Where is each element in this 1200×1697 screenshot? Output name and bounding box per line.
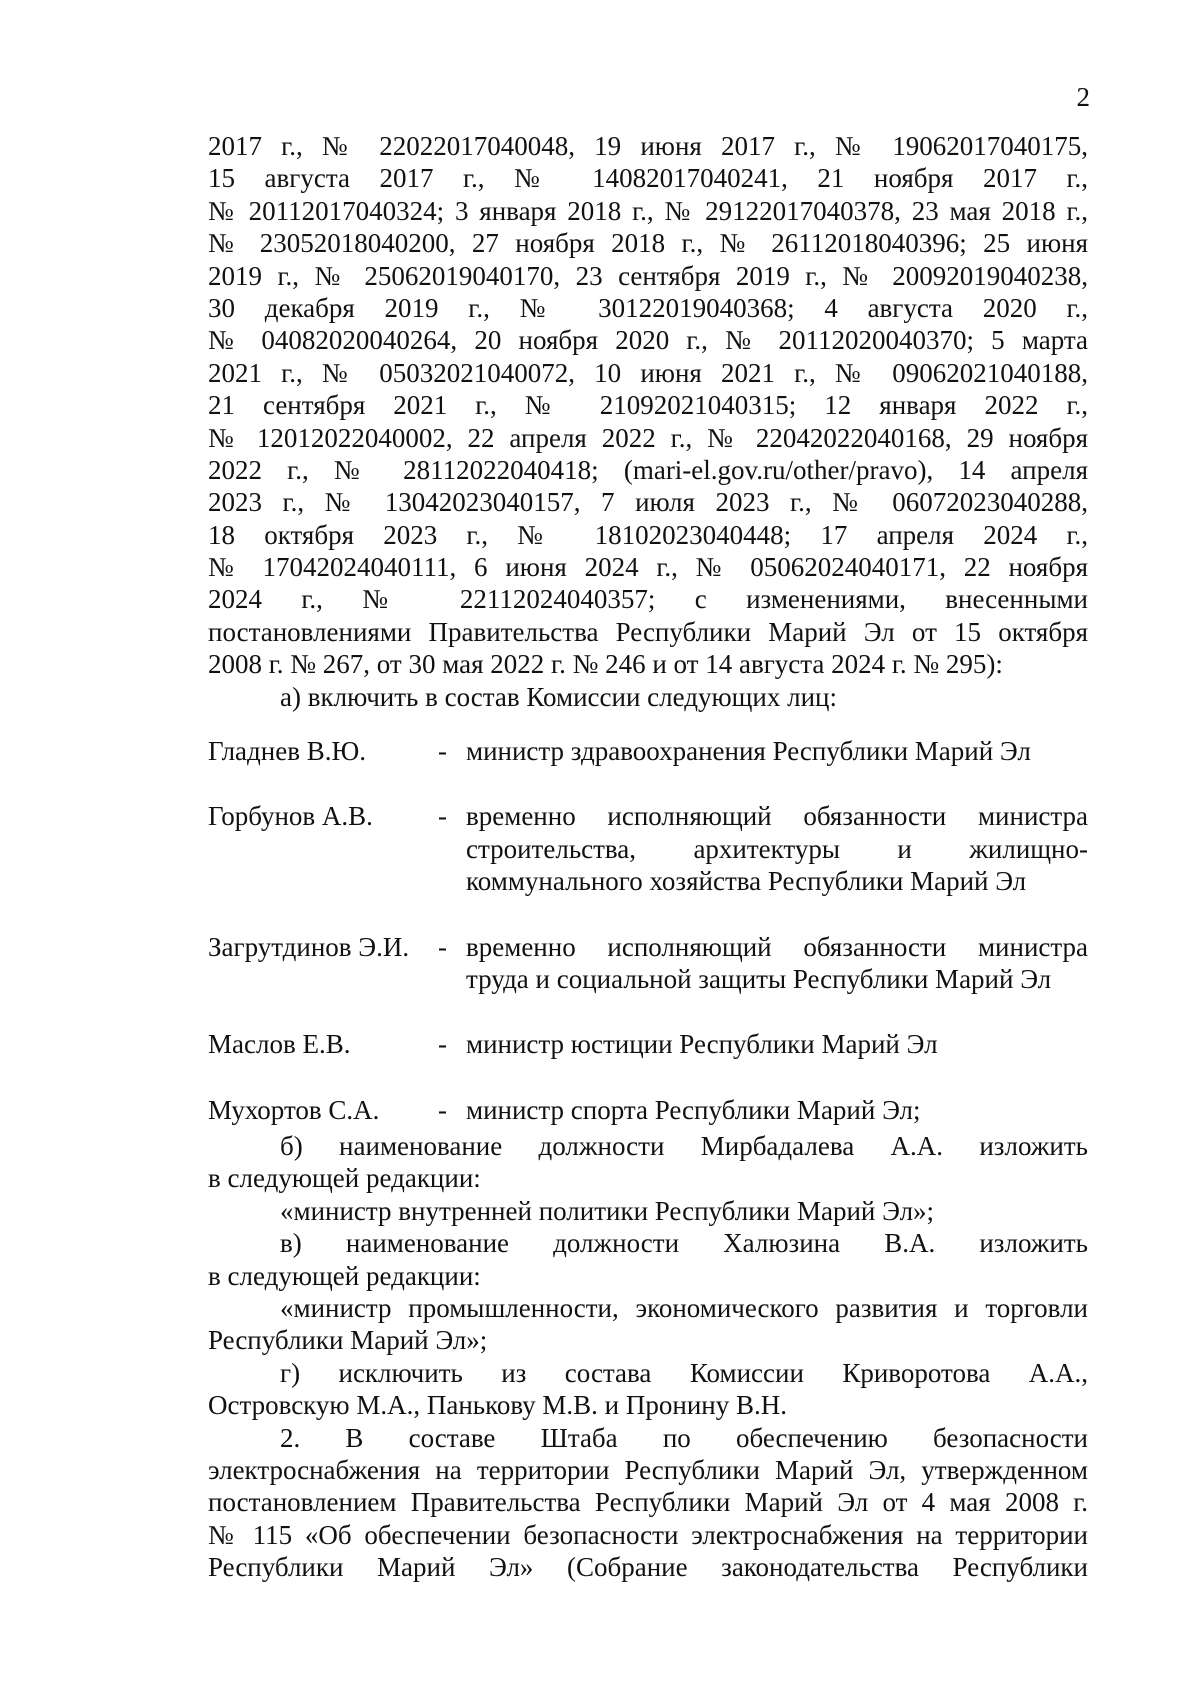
member-row xyxy=(208,931,1088,996)
role-line: труда и социальной защиты Республики Марий Эл xyxy=(466,964,1052,995)
item-b-quote: «министр внутренней политики Республики Марий Эл»; xyxy=(280,1195,935,1226)
role-line: министр юстиции Республики Марий Эл xyxy=(466,1029,938,1060)
member-dash: - xyxy=(438,1094,447,1125)
text-line: № 12012022040002, 22 апреля 2022 г., № 22042022040168, 29 ноября xyxy=(208,422,1088,453)
member-row xyxy=(208,1028,1088,1060)
text-line: 2021 г., № 05032021040072, 10 июня 2021 г., № 09062021040188, xyxy=(208,357,1088,388)
member-role xyxy=(466,1028,1088,1060)
item-c-quote: «министр промышленности, экономического развития и торговли xyxy=(280,1292,1088,1323)
text-line: Островскую М.А., Панькову М.В. и Пронину В.Н. xyxy=(208,1390,787,1421)
text-line: 2017 г., № 22022017040048, 19 июня 2017 г., № 19062017040175, xyxy=(208,131,1088,161)
text-line: 2022 г., № 28112022040418; (mari-el.gov.ru/other/pravo), 14 апреля xyxy=(208,454,1088,485)
text-line: 2024 г., № 22112024040357; с изменениями, внесенными xyxy=(208,584,1088,615)
text-line: 2019 г., № 25062019040170, 23 сентября 2019 г., № 20092019040238, xyxy=(208,260,1088,291)
member-name: Загрутдинов Э.И. xyxy=(208,931,410,962)
role-line: министр спорта Республики Марий Эл; xyxy=(466,1094,921,1125)
member-row xyxy=(208,735,1088,767)
text-line: 2008 г. № 267, от 30 мая 2022 г. № 246 и от 14 августа 2024 г. № 295): xyxy=(208,649,1003,680)
member-dash: - xyxy=(438,1029,447,1060)
member-row xyxy=(208,800,1088,897)
member-dash: - xyxy=(438,736,447,766)
item-b: б) наименование должности Мирбадалева А.А. изложить xyxy=(280,1131,1088,1161)
text-line: 2023 г., № 13042023040157, 7 июля 2023 г., № 06072023040288, xyxy=(208,487,1088,518)
member-name: Мухортов С.А. xyxy=(208,1094,380,1125)
member-role xyxy=(466,735,1088,767)
text-line: 18 октября 2023 г., № 18102023040448; 17 апреля 2024 г., xyxy=(208,519,1088,550)
text-line: в следующей редакции: xyxy=(208,1260,481,1291)
top-paragraph xyxy=(208,130,1088,713)
text-line: постановлением Правительства Республики Марий Эл от 4 мая 2008 г. xyxy=(208,1487,1088,1518)
paragraph-2: 2. В составе Штаба по обеспечению безопасности xyxy=(280,1422,1088,1453)
role-line: временно исполняющий обязанности министра xyxy=(466,801,1088,832)
member-name: Горбунов А.В. xyxy=(208,801,373,832)
member-name: Маслов Е.В. xyxy=(208,1029,351,1060)
text-line: Республики Марий Эл» (Собрание законодательства Республики xyxy=(208,1552,1088,1583)
member-role xyxy=(466,1094,1088,1126)
item-d: г) исключить из состава Комиссии Криворотова А.А., xyxy=(280,1357,1088,1388)
item-a: а) включить в состав Комиссии следующих лиц: xyxy=(280,681,838,712)
text-line: 30 декабря 2019 г., № 30122019040368; 4 августа 2020 г., xyxy=(208,292,1088,323)
member-role xyxy=(466,931,1088,996)
member-dash: - xyxy=(438,801,447,832)
member-row xyxy=(208,1094,1088,1126)
text-line: Республики Марий Эл»; xyxy=(208,1325,488,1356)
member-role xyxy=(466,800,1088,897)
role-line: коммунального хозяйства Республики Марий Эл xyxy=(466,866,1027,897)
member-name: Гладнев В.Ю. xyxy=(208,736,366,766)
text-line: 21 сентября 2021 г., № 21092021040315; 12 января 2022 г., xyxy=(208,390,1088,421)
text-line: № 115 «Об обеспечении безопасности электроснабжения на территории xyxy=(208,1519,1088,1550)
text-line: № 17042024040111, 6 июня 2024 г., № 05062024040171, 22 ноября xyxy=(208,552,1088,583)
item-c: в) наименование должности Халюзина В.А. изложить xyxy=(280,1228,1088,1259)
member-dash: - xyxy=(438,931,447,962)
text-line: № 23052018040200, 27 ноября 2018 г., № 26112018040396; 25 июня xyxy=(208,228,1088,259)
page-number: 2 xyxy=(1076,82,1090,112)
members-list xyxy=(208,735,1088,1126)
text-line: 15 августа 2017 г., № 14082017040241, 21 ноября 2017 г., xyxy=(208,163,1088,194)
text-line: № 20112017040324; 3 января 2018 г., № 29122017040378, 23 мая 2018 г., xyxy=(208,195,1088,226)
amendments-section xyxy=(208,1130,1088,1583)
role-line: строительства, архитектуры и жилищно- xyxy=(466,833,1088,864)
text-line: в следующей редакции: xyxy=(208,1163,481,1194)
text-line: постановлениями Правительства Республики Марий Эл от 15 октября xyxy=(208,616,1088,647)
text-line: № 04082020040264, 20 ноября 2020 г., № 20112020040370; 5 марта xyxy=(208,325,1088,356)
text-line: электроснабжения на территории Республики Марий Эл, утвержденном xyxy=(208,1454,1088,1485)
role-line: министр здравоохранения Республики Марий Эл xyxy=(466,736,1031,766)
role-line: временно исполняющий обязанности министра xyxy=(466,931,1088,962)
